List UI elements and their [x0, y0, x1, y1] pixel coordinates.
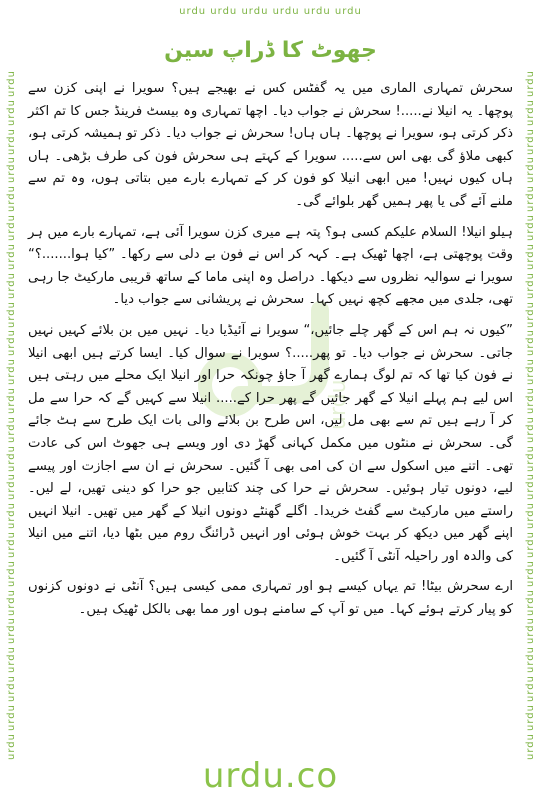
side-pattern-text: urdu: [5, 502, 17, 530]
side-pattern-text: urdu: [5, 127, 17, 155]
story-body: [28, 78, 513, 630]
side-pattern-text: urdu: [5, 444, 17, 472]
side-pattern-text: urdu: [5, 617, 17, 645]
side-pattern-text: urdu: [524, 127, 536, 155]
side-pattern-text: urdu: [524, 242, 536, 270]
side-pattern-text: urdu: [524, 646, 536, 674]
side-pattern-text: urdu: [5, 703, 17, 731]
side-pattern-text: urdu: [5, 559, 17, 587]
side-pattern-text: urdu: [524, 156, 536, 184]
side-pattern-text: urdu: [524, 531, 536, 558]
side-pattern-text: urdu: [524, 732, 536, 760]
paragraph: سحرش تمہاری الماری میں یہ گفٹس کس نے بھیجے ہیں؟ سویرا نے اپنی کزن سے پوچھا۔ یہ انیلا نے.....! سحرش نے جواب دیا۔ اچھا تمہاری وہ بیسٹ فرینڈ جس کا تم اکثر ذکر کرتی ہو، سویرا نے پوچھا۔ ہاں ہاں! سحرش نے جواب دیا۔ ذکر تو ہمیشہ کرتی ہو، کبھی ملاؤ گی بھی اس سے..... سویرا کے کہتے ہی سحرش فون کی طرف بڑھی۔ ہاں ہاں کیوں نہیں! میں ابھی انیلا کو فون کر کے تمہارے بارے میں بتاتی ہوں، وہ تم سے ملنے آئے گی یا پھر ہمیں گھر بلوائے گی۔: [28, 81, 513, 209]
side-pattern-text: urdu: [5, 329, 17, 357]
side-pattern-text: urdu: [5, 242, 17, 270]
watermark-label: urdu: [326, 379, 351, 430]
side-pattern-text: urdu: [524, 386, 536, 414]
side-pattern-text: urdu: [524, 329, 536, 357]
side-pattern-text: urdu: [524, 502, 536, 530]
side-pattern-text: urdu: [524, 271, 536, 299]
side-pattern-text: urdu: [5, 415, 17, 443]
side-pattern-text: urdu: [524, 473, 536, 501]
side-pattern-text: urdu: [524, 185, 536, 213]
side-pattern-text: urdu: [524, 703, 536, 731]
side-pattern-text: urdu: [5, 271, 17, 299]
side-pattern-text: urdu: [524, 300, 536, 328]
story-title: جھوٹ کا ڈراپ سین: [164, 38, 377, 63]
border-pattern-text: urdu urdu urdu urdu urdu urdu: [179, 5, 362, 17]
side-pattern-text: urdu: [5, 386, 17, 414]
side-pattern-text: urdu: [524, 214, 536, 242]
site-name[interactable]: urdu.co: [202, 756, 339, 796]
side-pattern-text: urdu: [5, 732, 17, 760]
side-pattern-text: urdu: [5, 531, 17, 558]
side-pattern-text: urdu: [5, 70, 17, 97]
paragraph: ارے سحرش بیٹا! تم یہاں کیسے ہو اور تمہاری ممی کیسی ہیں؟ آنٹی نے دونوں کزنوں کو پیار کرتے ہوئے کہا۔ میں تو آپ کے سامنے ہوں اور مما بھی بالکل ٹھیک ہیں۔: [28, 579, 513, 618]
side-pattern-text: urdu: [5, 646, 17, 674]
paragraph: ہیلو انیلا! السلام علیکم کسی ہو؟ پتہ ہے میری کزن سویرا آئی ہے، تمہارے بارے میں ہر وقت پوچھتی ہے، اچھا ٹھیک ہے۔ کہہ کر اس نے فون بے دلی سے رکھا۔ ”کیا ہوا.......؟“ سویرا نے سوالیہ نظروں سے دیکھا۔ دراصل وہ اپنی ماما کے ساتھ قریبی مارکیٹ جا رہی تھی، جلدی میں مجھے کچھ نہیں کہا۔ سحرش نے پریشانی سے جواب دیا۔: [28, 224, 513, 308]
left-border-pattern: [0, 70, 22, 760]
side-pattern-text: urdu: [524, 98, 536, 126]
side-pattern-text: urdu: [5, 185, 17, 213]
side-pattern-text: urdu: [524, 617, 536, 645]
side-pattern-text: urdu: [524, 415, 536, 443]
side-pattern-text: urdu: [5, 214, 17, 242]
right-border-pattern: [519, 70, 541, 760]
footer: [0, 752, 541, 800]
top-border-pattern: [0, 0, 541, 22]
side-pattern-text: urdu: [5, 588, 17, 616]
side-pattern-text: urdu: [524, 444, 536, 472]
side-pattern-text: urdu: [5, 300, 17, 328]
side-pattern-text: urdu: [524, 588, 536, 616]
side-pattern-text: urdu: [524, 675, 536, 703]
side-pattern-text: urdu: [524, 559, 536, 587]
side-pattern-text: urdu: [524, 358, 536, 386]
side-pattern-text: urdu: [5, 156, 17, 184]
side-pattern-text: urdu: [5, 473, 17, 501]
side-pattern-text: urdu: [5, 358, 17, 386]
side-pattern-text: urdu: [524, 70, 536, 97]
paragraph: ”کیوں نہ ہم اس کے گھر چلے جائیں،“ سویرا نے آئیڈیا دیا۔ نہیں میں بن بلائے کہیں نہیں جاتی۔ سحرش نے جواب دیا۔ تو پھر.....؟ سویرا نے سوال کیا۔ ایسا کرتے ہیں ابھی انیلا نے فون کیا تھا کہ تم لوگ ہمارے گھر آ جاؤ چونکہ حرا اور انیلا ایک محلے میں رہتی ہیں اس لیے ہم پہلے انیلا کے گھر جائیں گے پھر حرا کے..... انیلا سے کہیں گے کہ حرا سے مل کر آ رہے ہیں تم سے بھی مل لیں، اس طرح بن بلائے والی بات ایک طرح سے ہٹ جائے گی۔ سحرش نے منٹوں میں مکمل کہانی گھڑ دی اور ویسے ہی جھوٹ اس کی عادت تھی۔ اتنے میں اسکول سے ان کی امی بھی آ گئیں۔ سحرش نے ان سے اجازت اور پیسے لیے، دونوں تیار ہوئیں۔ سحرش نے حرا کی چند کتابیں جو حرا کو دینی تھیں، لے لیں۔ راستے میں مارکیٹ سے گفٹ خریدا۔ اگلے گھنٹے دونوں انیلا کے گھر میں تھیں۔ انیلا انہیں اپنے گھر میں دیکھ کر بہت خوش ہوئی اور انہیں ڈرائنگ روم میں بٹھا دیا، اتنے میں انیلا کی والدہ اور راحیلہ آنٹی آ گئیں۔: [28, 322, 513, 564]
side-pattern-text: urdu: [5, 98, 17, 126]
side-pattern-text: urdu: [5, 675, 17, 703]
